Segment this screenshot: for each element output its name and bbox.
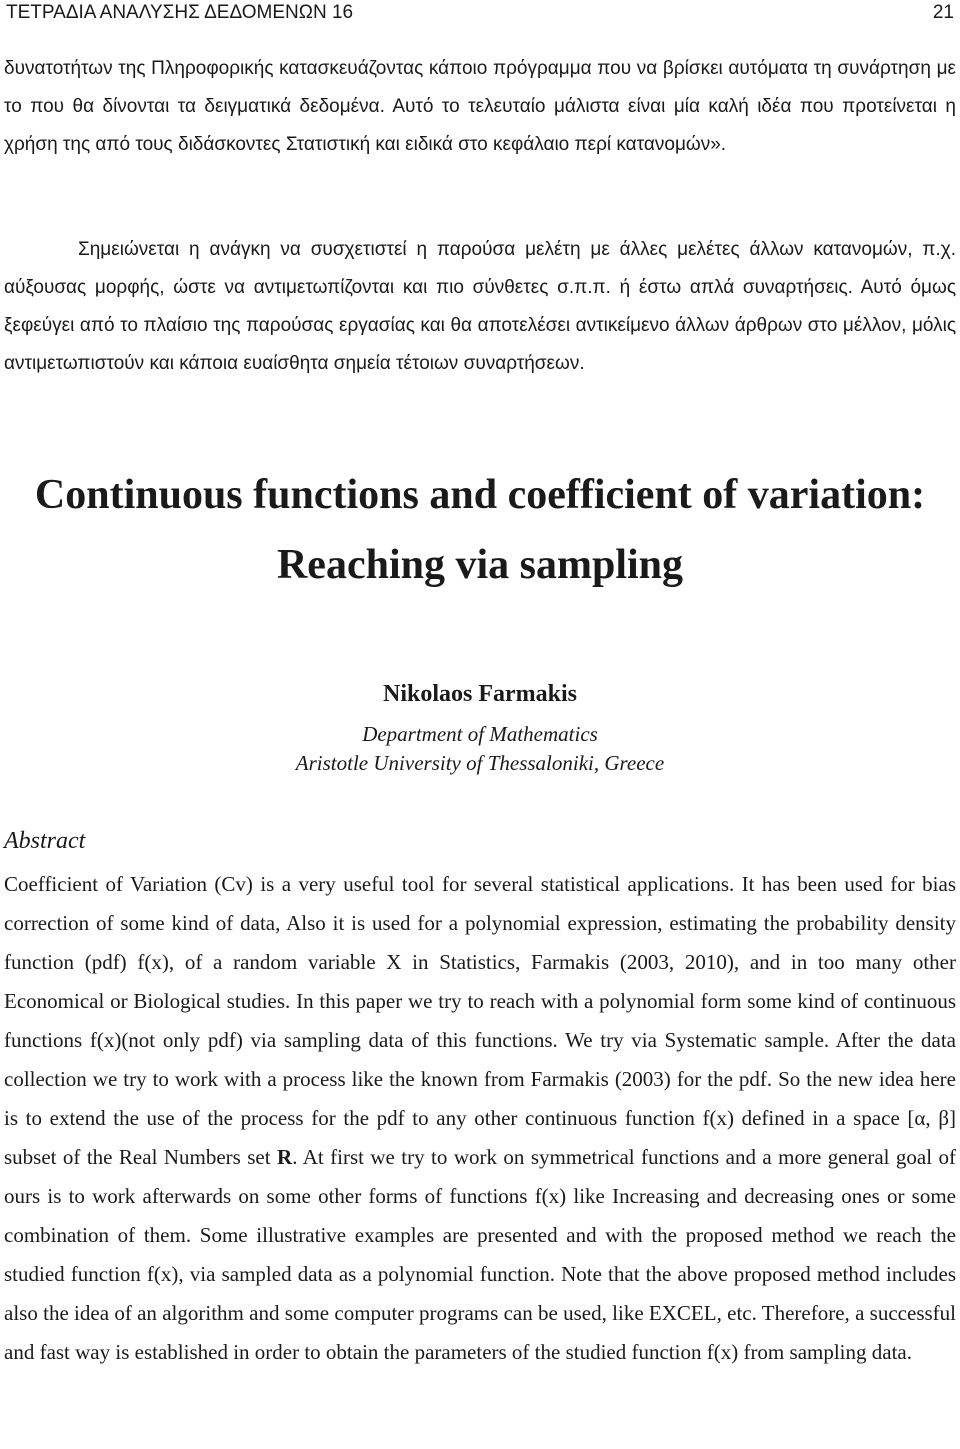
abstract-body <box>4 865 956 1372</box>
author-university: Aristotle University of Thessaloniki, Greece <box>295 751 665 775</box>
journal-title: ΤΕΤΡΑΔΙΑ ΑΝΑΛΥΣΗΣ ΔΕΔΟΜΕΝΩΝ 16 <box>6 2 354 23</box>
page-number: 21 <box>932 2 954 23</box>
abstract-heading: Abstract <box>4 828 86 854</box>
abstract-text-part-1: Coefficient of Variation (Cv) is a very useful tool for several statistical applications. It has been used for bias correction of some kind of data, Also it is used for a polynomial expression, estimating the probability density function (pdf) f(x), of a random variable X in Statistics, Farmakis (2003, 2010), and in too many other Economical or Biological studies. In this paper we try to reach with a polynomial form some kind of continuous functions f(x)(not only pdf) via sampling data of this functions. We try via Systematic sample. After the data collection we try to work with a process like the known from Farmakis (2003) for the pdf. So the new idea here is to extend the use of the process for the pdf to any other continuous function f(x) defined in a space [α, β] subset of the Real Numbers set <box>4 872 956 1169</box>
greek-paragraph-continuation: δυνατοτήτων της Πληροφορικής κατασκευάζοντας κάποιο πρόγραμμα που να βρίσκει αυτόματα τη συνάρτηση με το που θα δίνονται τα δειγματικά δεδομένα. Αυτό το τελευταίο μάλιστα είναι μία καλή ιδέα που προτείνεται η χρήση της από τους διδάσκοντες Στατιστική και ειδικά στο κεφάλαιο περί κατανομών». <box>4 58 956 155</box>
author-department: Department of Mathematics <box>362 722 598 746</box>
real-numbers-symbol: R <box>277 1145 293 1169</box>
paper-title <box>0 460 960 600</box>
author-name: Nikolaos Farmakis <box>382 681 577 707</box>
greek-paragraph-note: Σημειώνεται η ανάγκη να συσχετιστεί η παρούσα μελέτη με άλλες μελέτες άλλων κατανομών, π.χ. αύξουσας μορφής, ώστε να αντιμετωπίζονται και πιο σύνθετες σ.π.π. ή έστω απλά συναρτήσεις. Αυτό όμως ξεφεύγει από το πλαίσιο της παρούσας εργασίας και θα αποτελέσει αντικείμενο άλλων άρθρων στο μέλλον, μόλις αντιμετωπιστούν και κάποια ευαίσθητα σημεία τέτοιων συναρτήσεων. <box>4 239 956 374</box>
running-header <box>6 0 954 26</box>
paper-title-line-2: Reaching via sampling <box>276 542 684 588</box>
abstract-text-part-2: . At first we try to work on symmetrical functions and a more general goal of ours is to work afterwards on some other forms of functions f(x) like Increasing and decreasing ones or some combination of them. Some illustrative examples are presented and with the proposed method we reach the studied function f(x), via sampled data as a polynomial function. Note that the above proposed method includes also the idea of an algorithm and some computer programs can be used, like EXCEL, etc. Therefore, a successful and fast way is established in order to obtain the parameters of the studied function f(x) from sampling data. <box>4 1145 956 1364</box>
paper-title-line-1: Continuous functions and coefficient of variation: <box>34 472 926 518</box>
